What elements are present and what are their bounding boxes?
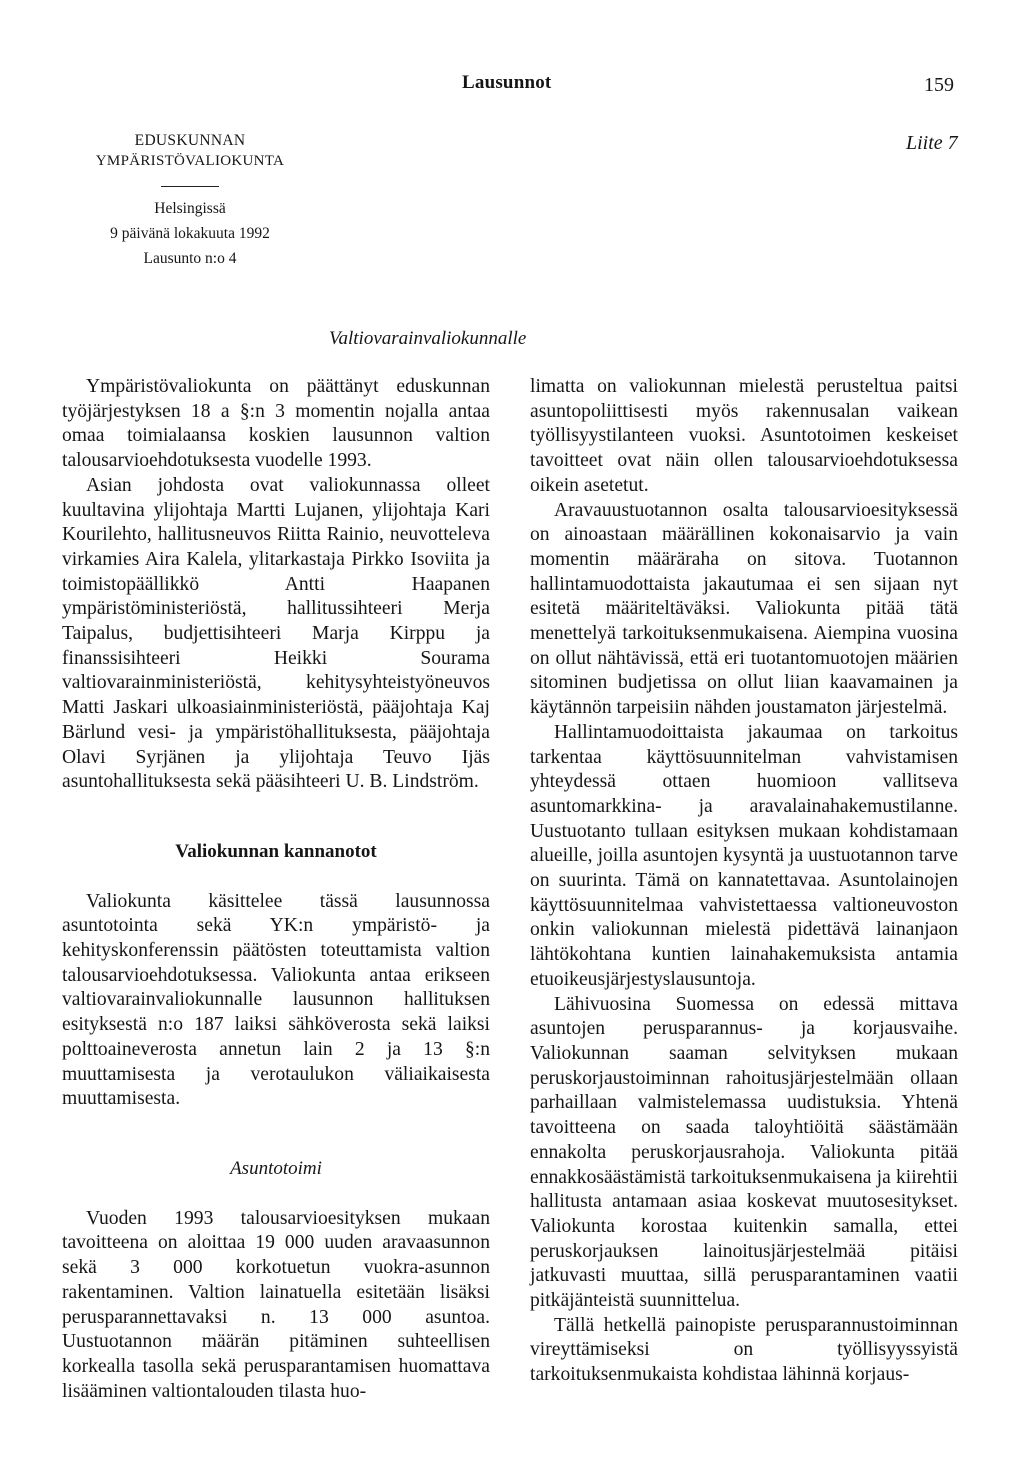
right-paragraph-1: limatta on valiokunnan mielestä perusteltua paitsi asuntopoliittisesti myös rakennusalan vaikean työllisyystilanteen vuoksi. Asuntotoimen keskeiset tavoitteet ovat näin ollen talousarvioehdotuksessa oikein asetetut. [530, 376, 958, 496]
experts-paragraph: Asian johdosta ovat valiokunnassa olleet kuultavina ylijohtaja Martti Lujanen, ylijohtaja Kari Kourilehto, hallitusneuvos Riitta Rainio, neuvotteleva virkamies Aira Kalela, ylitarkastaja Pirkko Isoviita ja toimistopäällikkö Antti Haapanen ympäristöministeriöstä, hallitussihteeri Merja Taipalus, budjettisihteeri Marja Kirppu ja finanssisihteeri Heikki Sourama valtiovarainministeriöstä, kehitysyhteistyöneuvos Matti Jaskari ulkoasiainministeriöstä, pääjohtaja Kaj Bärlund vesi- ja ympäristöhallituksesta, pääjohtaja Olavi Syrjänen ja ylijohtaja Teuvo Ijäs asuntohallituksesta sekä pääsihteeri U. B. Lindström. [62, 474, 490, 793]
right-paragraph-4: Lähivuosina Suomessa on edessä mittava asuntojen perusparannus- ja korjausvaihe. Valiokunnan saaman selvityksen mukaan peruskorjaustoiminnan rahoitusjärjestelmään ollaan parhaillaan valmistelemassa uudistuksia. Yhtenä tavoitteena on saada taloyhtiöitä säästämään ennakolta peruskorjausrahoja. Valiokunta pitää ennakkosäästämistä tarkoituksenmukaisena ja kiirehtii hallitusta antamaan asiaa koskevat muutosesitykset. Valiokunta korostaa kuitenkin samalla, ettei peruskorjauksen lainoitusjärjestelmää pitäisi jatkuvasti muuttaa, sillä perusparantaminen vaatii pitkäjänteistä suunnittelua. [530, 993, 958, 1312]
sender-org-line2: YMPÄRISTÖVALIOKUNTA [95, 153, 285, 169]
right-paragraph-3: Hallintamuodoittaista jakaumaa on tarkoitus tarkentaa käyttösuunnitelman vahvistamisen yhteydessä ottaen huomioon vallitseva asuntomarkkina- ja aravalainahakemustilanne. Uustuotanto tullaan esityksen mukaan kohdistamaan alueille, joilla asuntojen kysyntä ja uustuotannon tarve on suurinta. Tämä on kannatettavaa. Asuntolainojen käyttösuunnitelmaa vahvistettaessa valtioneuvoston onkin valiokunnan mielestä pidettävä lainanjaon lähtökohtana kuntien lainahakemuksista antamia etuoikeusjärjestyslausuntoja. [530, 721, 958, 990]
sender-divider [161, 186, 219, 187]
heading-housing: Asuntotoimi [230, 1157, 322, 1179]
appendix-label: Liite 7 [906, 132, 958, 154]
place: Helsingissä [154, 200, 226, 217]
place-date-block [40, 196, 340, 271]
left-column [62, 375, 490, 1404]
housing-paragraph: Vuoden 1993 talousarvioesityksen mukaan tavoitteena on aloittaa 19 000 uuden aravaasunnon sekä 3 000 korkotuetun vuokra-asunnon rakentaminen. Valtion lainatuella esitetään lisäksi perusparannettavaksi n. 13 000 asuntoa. Uustuotannon määrän pitäminen suhteellisen korkealla tasolla sekä perusparantamisen huomattava lisääminen valtiontalouden tilasta huo- [62, 1207, 490, 1402]
statement-number: Lausunto n:o 4 [143, 250, 237, 267]
sender-block [70, 130, 310, 172]
heading-positions: Valiokunnan kannanotot [175, 840, 377, 862]
addressee: Valtiovarainvaliokunnalle [329, 328, 527, 349]
page-number: 159 [924, 74, 954, 96]
positions-paragraph: Valiokunta käsittelee tässä lausunnossa asuntotointa sekä YK:n ympäristö- ja kehityskonferenssin päätösten toteuttamista valtion talousarvioehdotuksessa. Valiokunta antaa erikseen valtiovarainvaliokunnalle lausunnon hallituksen esityksestä n:o 187 laiksi sähköverosta sekä laiksi polttoaineverosta annetun lain 2 ja 13 §:n muuttamisesta ja verotaulukon väliaikaisesta muuttamisesta. [62, 890, 490, 1110]
right-paragraph-2: Aravauustuotannon osalta talousarvioesityksessä on ainoastaan määrällinen kokonaisarvio ja vain momentin määräraha on sitova. Tuotannon hallintamuodottaista jakautumaa ei sen sijaan nyt esitetä määriteltäväksi. Valiokunta pitää tätä menettelyä tarkoituksenmukaisena. Aiempina vuosina on ollut nähtävissä, että eri tuotantomuotojen määrien sitominen budjetissa on ollut liian kaavamainen ja käytännön tarpeisiin nähden joustamaton järjestelmä. [530, 499, 958, 719]
date: 9 päivänä lokakuuta 1992 [110, 225, 270, 242]
intro-paragraph: Ympäristövaliokunta on päättänyt eduskunnan työjärjestyksen 18 a §:n 3 momentin nojalla antaa omaa toimialaansa koskien lausunnon valtion talousarvioehdotuksesta vuodelle 1993. [62, 376, 490, 472]
right-column [530, 375, 958, 1388]
sender-org-line1: EDUSKUNNAN [134, 132, 246, 149]
running-title: Lausunnot [462, 72, 552, 93]
right-paragraph-5: Tällä hetkellä painopiste perusparannustoiminnan vireyttämiseksi on työllisyyssyistä tarkoituksenmukaista kohdistaa lähinnä korjaus- [530, 1314, 958, 1386]
